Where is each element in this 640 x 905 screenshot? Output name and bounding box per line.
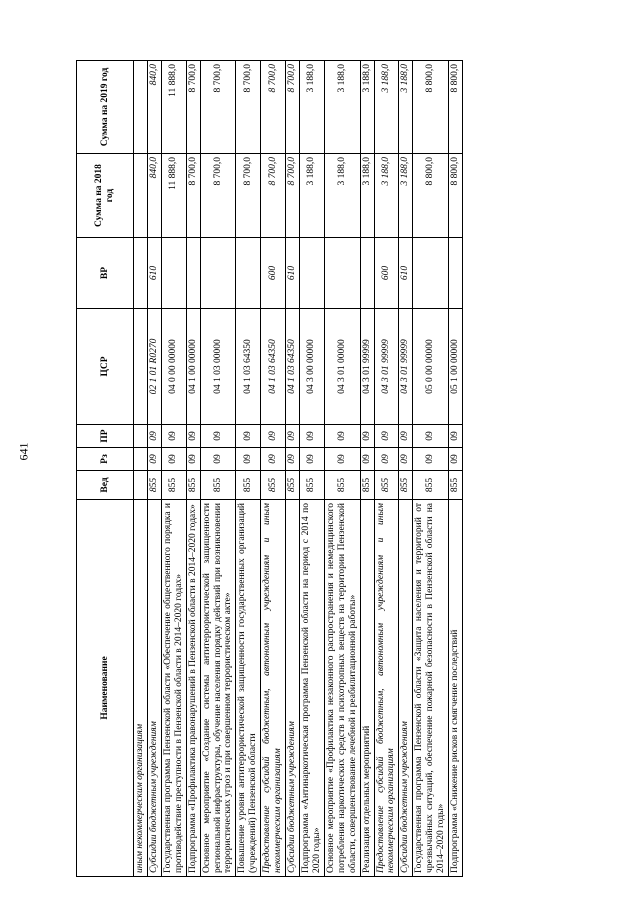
cell-pr: 09 (413, 425, 449, 448)
cell-rz: 09 (399, 448, 413, 471)
cell-ved: 855 (147, 471, 161, 500)
table-row (200, 61, 236, 877)
cell-sum-2018: 3 188,0 (360, 154, 374, 238)
cell-ved (134, 471, 148, 500)
cell-sum-2018: 3 188,0 (324, 154, 360, 238)
cell-csr: 04 1 03 00000 (200, 309, 236, 425)
cell-sum-2019: 8 700,0 (200, 61, 236, 154)
cell-pr: 09 (324, 425, 360, 448)
table-header-row (77, 61, 134, 877)
cell-name: Государственная программа Пензенской области «Защита населения и территорий от чрезвычайных ситуаций, обеспечение пожарной безопасности в Пензенской области на 2014–2020 годы» (413, 500, 449, 877)
cell-sum-2018: 8 700,0 (200, 154, 236, 238)
cell-sum-2019: 8 700,0 (261, 61, 286, 154)
cell-name: Основное мероприятие «Создание системы антитеррористической защищенности региональной инфраструктуры, обучение населения порядку действий при возникновении террористических угроз и при совершенном террористическом акте» (200, 500, 236, 877)
cell-sum-2019: 8 700,0 (236, 61, 261, 154)
cell-pr: 09 (286, 425, 300, 448)
cell-vr: 600 (374, 238, 399, 309)
cell-name: Подпрограмма «Снижение рисков и смягчение последствий (449, 500, 463, 877)
cell-ved: 855 (261, 471, 286, 500)
cell-sum-2019: 3 188,0 (324, 61, 360, 154)
cell-vr: 600 (261, 238, 286, 309)
cell-vr (413, 238, 449, 309)
cell-sum-2018: 3 188,0 (399, 154, 413, 238)
cell-pr: 09 (200, 425, 236, 448)
cell-pr: 09 (374, 425, 399, 448)
cell-sum-2018: 8 800,0 (413, 154, 449, 238)
cell-vr (324, 238, 360, 309)
cell-vr (186, 238, 200, 309)
cell-vr: 610 (286, 238, 300, 309)
cell-vr (299, 238, 324, 309)
cell-ved: 855 (360, 471, 374, 500)
cell-sum-2019: 840,0 (147, 61, 161, 154)
table-row (299, 61, 324, 877)
cell-sum-2018: 840,0 (147, 154, 161, 238)
table-row (186, 61, 200, 877)
cell-sum-2019: 8 700,0 (186, 61, 200, 154)
cell-vr (360, 238, 374, 309)
cell-vr (134, 238, 148, 309)
cell-name: Субсидии бюджетным учреждениям (399, 500, 413, 877)
table-row (147, 61, 161, 877)
cell-csr: 02 1 01 R0270 (147, 309, 161, 425)
cell-ved: 855 (186, 471, 200, 500)
cell-sum-2018: 8 800,0 (449, 154, 463, 238)
cell-ved: 855 (324, 471, 360, 500)
cell-name: Субсидии бюджетным учреждениям (147, 500, 161, 877)
table-row (261, 61, 286, 877)
cell-vr: 610 (399, 238, 413, 309)
cell-csr: 05 0 00 00000 (413, 309, 449, 425)
cell-name: Государственная программа Пензенской области «Обеспечение общественного порядка и противодействие преступности в Пензенской области в 2014–2020 годах» (161, 500, 186, 877)
cell-name: Субсидии бюджетным учреждениям (286, 500, 300, 877)
header-sum-2018: Сумма на 2018 год (77, 154, 134, 238)
cell-vr (161, 238, 186, 309)
cell-rz: 09 (236, 448, 261, 471)
table-row (449, 61, 463, 877)
cell-csr (134, 309, 148, 425)
cell-sum-2019: 3 188,0 (374, 61, 399, 154)
cell-sum-2019: 11 888,0 (161, 61, 186, 154)
table-row (360, 61, 374, 877)
cell-ved: 855 (399, 471, 413, 500)
table-row (134, 61, 148, 877)
cell-csr: 04 0 00 00000 (161, 309, 186, 425)
cell-rz: 09 (261, 448, 286, 471)
cell-rz: 09 (186, 448, 200, 471)
cell-sum-2019: 3 188,0 (299, 61, 324, 154)
cell-sum-2019: 8 700,0 (286, 61, 300, 154)
table-row (286, 61, 300, 877)
cell-pr: 09 (261, 425, 286, 448)
cell-vr (449, 238, 463, 309)
cell-pr: 09 (449, 425, 463, 448)
header-vr: ВР (77, 238, 134, 309)
header-pr: ПР (77, 425, 134, 448)
cell-pr: 09 (186, 425, 200, 448)
cell-rz: 09 (324, 448, 360, 471)
cell-sum-2018: 8 700,0 (286, 154, 300, 238)
table-row (399, 61, 413, 877)
cell-name: иным некоммерческим организациям (134, 500, 148, 877)
cell-rz (134, 448, 148, 471)
cell-sum-2018: 3 188,0 (374, 154, 399, 238)
cell-rz: 09 (286, 448, 300, 471)
cell-vr (236, 238, 261, 309)
cell-ved: 855 (299, 471, 324, 500)
cell-csr: 04 3 01 99999 (399, 309, 413, 425)
cell-ved: 855 (286, 471, 300, 500)
cell-csr: 04 1 03 64350 (236, 309, 261, 425)
cell-rz: 09 (449, 448, 463, 471)
cell-name: Повышение уровня антитеррористической защищенности государственных организаций (учреждений) Пензенской области (236, 500, 261, 877)
table-row (161, 61, 186, 877)
cell-sum-2018: 8 700,0 (186, 154, 200, 238)
cell-ved: 855 (413, 471, 449, 500)
cell-sum-2019: 3 188,0 (360, 61, 374, 154)
cell-sum-2019: 3 188,0 (399, 61, 413, 154)
cell-csr: 04 3 01 99999 (374, 309, 399, 425)
cell-name: Предоставление субсидий бюджетным, автономным учреждениям и иным некоммерческим организациям (374, 500, 399, 877)
header-ved: Вед (77, 471, 134, 500)
cell-rz: 09 (413, 448, 449, 471)
cell-pr: 09 (399, 425, 413, 448)
header-rz: Рз (77, 448, 134, 471)
header-sum-2019: Сумма на 2019 год (77, 61, 134, 154)
cell-sum-2019 (134, 61, 148, 154)
cell-pr: 09 (236, 425, 261, 448)
cell-sum-2018: 3 188,0 (299, 154, 324, 238)
cell-ved: 855 (374, 471, 399, 500)
cell-name: Основное мероприятие «Профилактика незаконного распространения и немедицинского потребления наркотических средств и психотропных веществ на территории Пензенской области, совершенствование лечебной и реабилитационной работы» (324, 500, 360, 877)
cell-ved: 855 (449, 471, 463, 500)
cell-csr: 04 1 03 64350 (286, 309, 300, 425)
cell-sum-2018: 8 700,0 (261, 154, 286, 238)
budget-table (76, 60, 463, 877)
cell-csr: 04 3 01 99999 (360, 309, 374, 425)
table-row (413, 61, 449, 877)
table-row (236, 61, 261, 877)
cell-sum-2018 (134, 154, 148, 238)
cell-rz: 09 (360, 448, 374, 471)
cell-name: Предоставление субсидий бюджетным, автономным учреждениям и иным некоммерческим организациям (261, 500, 286, 877)
cell-rz: 09 (161, 448, 186, 471)
cell-ved: 855 (200, 471, 236, 500)
cell-vr (200, 238, 236, 309)
cell-ved: 855 (161, 471, 186, 500)
cell-rz: 09 (147, 448, 161, 471)
cell-csr: 05 1 00 00000 (449, 309, 463, 425)
cell-sum-2018: 11 888,0 (161, 154, 186, 238)
cell-sum-2018: 8 700,0 (236, 154, 261, 238)
cell-csr: 04 3 00 00000 (299, 309, 324, 425)
cell-pr: 09 (360, 425, 374, 448)
cell-name: Подпрограмма «Антинаркотическая программа Пензенской области на период с 2014 по 2020 годы» (299, 500, 324, 877)
table-row (374, 61, 399, 877)
cell-pr: 09 (161, 425, 186, 448)
cell-rz: 09 (374, 448, 399, 471)
cell-ved: 855 (236, 471, 261, 500)
cell-sum-2019: 8 800,0 (449, 61, 463, 154)
page-number: 641 (16, 442, 31, 461)
table-row (324, 61, 360, 877)
cell-pr: 09 (147, 425, 161, 448)
cell-name: Реализация отдельных мероприятий (360, 500, 374, 877)
cell-pr (134, 425, 148, 448)
cell-csr: 04 1 00 00000 (186, 309, 200, 425)
cell-pr: 09 (299, 425, 324, 448)
cell-rz: 09 (200, 448, 236, 471)
cell-csr: 04 1 03 64350 (261, 309, 286, 425)
header-csr: ЦСР (77, 309, 134, 425)
header-name: Наименование (77, 500, 134, 877)
cell-name: Подпрограмма «Профилактика правонарушений в Пензенской области в 2014–2020 годах» (186, 500, 200, 877)
cell-sum-2019: 8 800,0 (413, 61, 449, 154)
rotated-table-container (76, 61, 564, 877)
cell-vr: 610 (147, 238, 161, 309)
cell-rz: 09 (299, 448, 324, 471)
cell-csr: 04 3 01 00000 (324, 309, 360, 425)
